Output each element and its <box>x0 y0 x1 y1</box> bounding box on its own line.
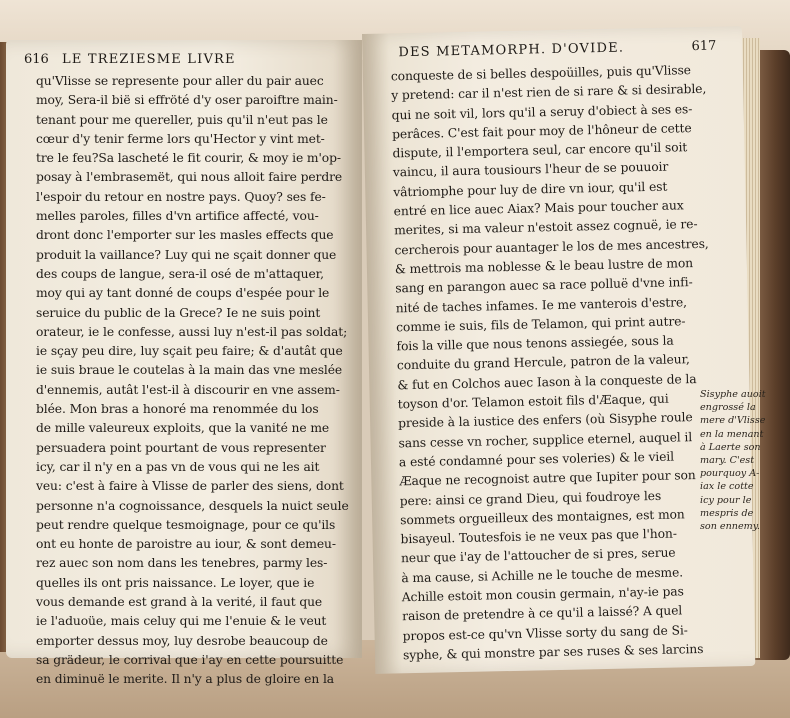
right-page-number: 617 <box>691 38 717 55</box>
text-line: posay à l'embrasemët, qui nous alloit faire perdre <box>36 170 343 185</box>
left-page-text <box>36 72 356 690</box>
text-line: qui ne soit vil, lors qu'il a seruy d'obiect à ses es- <box>391 101 693 122</box>
text-line: merites, si ma valeur n'estoit assez cognuë, ie re- <box>393 217 698 238</box>
text-line: quelles ils ont pris naissance. Le loyer, que ie <box>36 575 315 590</box>
text-line: fois la ville que nous tenons assiegée, sous la <box>396 333 674 354</box>
text-line: cercherois pour auantager le los de mes ancestres, <box>394 236 709 258</box>
text-line: peut rendre quelque tesmoignage, pour ce qu'ils <box>36 517 336 532</box>
right-page-text <box>391 61 717 666</box>
text-line: conduite du grand Hercule, patron de la valeur, <box>396 352 690 373</box>
margin-note-line: son ennemy. <box>700 521 760 533</box>
text-line: bisayeul. Toutesfois ie ne veux pas que l'hon- <box>400 526 677 547</box>
text-line: d'ennemis, autât l'est-il à discourir en vne assem- <box>36 382 340 397</box>
text-line: sans cesse vn rocher, supplice eternel, auquel il <box>398 429 693 450</box>
text-line: ie suis braue le coutelas à la main das vne meslée <box>36 363 343 378</box>
text-line: rez auec son nom dans les tenebres, parmy les- <box>36 556 328 571</box>
text-line: cœur d'y tenir ferme lors qu'Hector y vint met- <box>36 131 325 146</box>
text-line: raison de pretendre à ce qu'il a laissé? A quel <box>402 603 683 624</box>
text-line: sang en parangon auec sa race polluë d'vne infi- <box>395 275 693 296</box>
text-line: conqueste de si belles despoüilles, puis qu'Vlisse <box>390 63 692 84</box>
margin-note-line: mary. C'est <box>700 455 755 467</box>
text-line: persuadera point pourtant de vous representer <box>36 440 326 455</box>
text-line: dront donc l'emporter sur les masles effects que <box>36 228 334 243</box>
text-line: dispute, il l'emportera seul, car encore qu'il soit <box>392 140 688 161</box>
margin-note-line: mespris de <box>700 507 754 519</box>
text-line: syphe, & qui monstre par ses ruses & ses larcins <box>402 641 704 663</box>
text-line: sa grädeur, le corrival que i'ay en cette poursuitte <box>36 652 344 667</box>
right-page-header <box>398 38 717 61</box>
text-line: melles paroles, filles d'vn artifice affecté, vou- <box>36 209 319 224</box>
margin-note-line: iax le cotte <box>700 481 754 493</box>
text-line: sommets orgueilleux des montaignes, est mon <box>400 507 685 528</box>
text-line: veu: c'est à faire à Vlisse de parler des siens, dont <box>36 479 344 494</box>
text-line: en diminuë le merite. Il n'y a plus de gloire en la <box>36 672 335 687</box>
text-line: vâtriomphe pour luy de dire vn iour, qu'il est <box>393 179 668 200</box>
text-line: à ma cause, si Achille ne le touche de mesme. <box>401 565 684 586</box>
text-line: personne n'a cognoissance, desquels la nuict seule <box>36 498 349 513</box>
right-running-head: DES METAMORPH. D'OVIDE. <box>398 40 625 61</box>
text-line: orateur, ie le confesse, aussi luy n'est-il pas soldat; <box>36 324 348 339</box>
text-line: seruice du public de la Grece? Ie ne suis point <box>36 305 321 320</box>
text-line: produit la vaillance? Luy qui ne sçait donner que <box>36 247 337 262</box>
text-line: a esté condamné pour ses voleries) & le vieil <box>398 449 675 470</box>
text-line: Achille estoit mon cousin germain, n'ay-ie pas <box>401 584 684 605</box>
left-running-head: LE TREZIESME LIVRE <box>62 52 236 67</box>
text-line: blée. Mon bras a honoré ma renommée du los <box>36 402 319 417</box>
text-line: ie sçay peu dire, luy sçait peu faire; & d'autât que <box>36 344 343 359</box>
text-line: propos est-ce qu'vn Vlisse sorty du sang de Si- <box>402 622 688 643</box>
text-line: preside à la iustice des enfers (où Sisyphe roule <box>398 410 693 431</box>
text-line: entré en lice auec Aiax? Mais pour toucher aux <box>393 198 684 219</box>
text-line: qu'Vlisse se represente pour aller du pair auec <box>36 74 324 88</box>
text-line: vaincu, il aura tousiours l'heur de se pouuoir <box>392 160 669 180</box>
text-line: l'espoir du retour en nostre pays. Quoy? ses fe- <box>36 189 326 204</box>
text-line: pere: ainsi ce grand Dieu, qui foudroye les <box>399 488 662 508</box>
text-line: emporter dessus moy, luy desrobe beaucoup de <box>36 633 328 648</box>
text-line: vous demande est grand à la verité, il faut que <box>36 595 323 610</box>
margin-note-line: engrossé la <box>700 402 756 414</box>
text-line: tre le feu?Sa lascheté le fit courir, & moy ie m'op- <box>36 151 341 166</box>
margin-note-line: icy pour le <box>700 494 752 506</box>
left-page <box>6 40 362 687</box>
margin-note-line: mere d'Vlisse <box>700 415 766 427</box>
margin-note-line: à Laerte son <box>700 441 761 453</box>
text-line: ont eu honte de paroistre au iour, & sont demeu- <box>36 537 336 552</box>
text-line: moy, Sera-il bië si effröté d'y oser paroiftre main- <box>36 93 338 108</box>
margin-note <box>700 388 774 533</box>
margin-note-line: en la menant <box>700 428 764 440</box>
text-line: ie l'aduoüe, mais celuy qui me l'enuie & le veut <box>36 614 327 629</box>
text-line: y pretend: car il n'est rien de si rare & si desirable, <box>391 82 707 103</box>
margin-note-line: Sisyphe auoit <box>700 389 766 400</box>
text-line: icy, car il n'y en a pas vn de vous qui ne les ait <box>36 459 320 474</box>
text-line: & fut en Colchos auec Iason à la conqueste de la <box>397 371 697 393</box>
text-line: Æaque ne recognoist autre que Iupiter pour son <box>399 468 696 489</box>
text-line: neur que i'ay de l'attoucher de si pres, serue <box>400 545 676 566</box>
text-line: comme ie suis, fils de Telamon, qui print autre- <box>396 314 686 335</box>
left-page-number: 616 <box>24 52 49 67</box>
right-page <box>362 26 755 674</box>
text-line: perâces. C'est fait pour moy de l'hôneur de cette <box>391 121 692 142</box>
text-line: moy qui ay tant donné de coups d'espée pour le <box>36 286 330 301</box>
margin-note-line: pourquoy A- <box>700 468 760 480</box>
text-line: nité de taches infames. Ie me vanterois d'estre, <box>395 294 688 315</box>
text-line: & mettrois ma noblesse & le beau lustre de mon <box>394 256 694 277</box>
text-line: tenant pour me quereller, puis qu'il n'eut pas le <box>36 112 328 127</box>
text-line: de mille valeureux exploits, que la vanité ne me <box>36 421 330 436</box>
text-line: des coups de langue, sera-il osé de m'attaquer, <box>36 266 324 281</box>
text-line: toyson d'or. Telamon estoit fils d'Æaque, qui <box>397 391 669 412</box>
